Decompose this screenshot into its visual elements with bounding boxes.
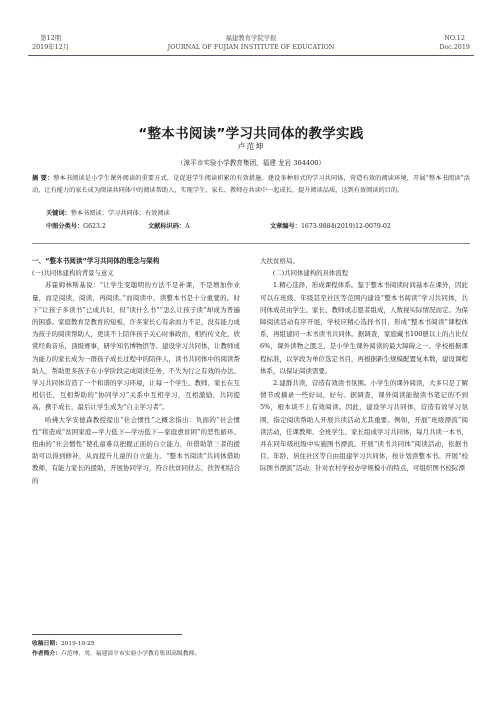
article-number — [270, 222, 391, 232]
articleno-label: 文章编号： — [270, 223, 301, 230]
keywords-label: 关键词： — [46, 210, 71, 217]
left-column — [32, 255, 240, 625]
keywords — [46, 209, 170, 219]
received-value: 2019-10-25 — [61, 641, 95, 647]
received-date — [32, 639, 200, 649]
right-column — [260, 255, 468, 675]
paragraph: 1.精心选择，形成课程体系。鉴于整本书阅读时间基本在课外，因此可以在班级、年级甚至社区等范围内建设“整本书阅读”学习共同体，共同体成员由学生、家长、教师或志愿者组成，人数视实际情况而定。为保障阅读活动有序开展，学校应精心选择书目，形成“整本书阅读”课程体系，再组建同一本书读书共同体。据调查，家庭藏书100册以上的占比仅6%，课外读物之匮乏，是小学生课外阅读的最大障碍之一。学校根据课程标准，以学段为单位选定书目，再根据新生规模配置复本数，建设课程体系，以保证阅读需要。 — [260, 281, 468, 375]
clc-label: 中图分类号： — [46, 223, 84, 230]
journal-name-en: JOURNAL OF FUJIAN INSTITUTE OF EDUCATION — [167, 42, 335, 51]
article-author: 卢范坤 — [237, 142, 265, 151]
subsection-heading-2: (二)共同体建构的具体流程 — [272, 269, 349, 278]
paragraph: 2.建群共读，营造有效读书氛围。小学生的课外阅读，大多只是了解情节或摘录一些好词、好句。据调查，课外阅读能做读书笔记的不到5%，根本谈不上有效阅读。因此，建设学习共同体，营造有效学习氛围，指定阅读帮助人开展共读活动尤其重要。例如，开展“班级漂流”阅读活动，任课教师、全班学生、家长组成学习共同体，每月共读一本书，并在同年级班级中实施图书漂流。开展“读书共同体”阅读活动，依据书目、年龄、居住社区等自由组建学习共同体，按计划读整本书。开展“校际图书漂流”活动，针对农村学校办学规模小的特点，可组织图书校际漂 — [260, 379, 468, 473]
author-bio-label: 作者简介： — [32, 651, 61, 657]
paragraph: 哈佛大学安德森教授提出“社会惯性”之概念指出：负面的“社会惯性”将造成“贫困家庭—学力低下—学历低下—家庭愈贫困”的恶性循环。扭曲的“社会惯性”使孔童难以把握正面的自立能力，但借助第三者的援助可以得到修补，从而提升儿童的自立能力。“整本书阅读”共同体借助教师，有能力家长的援助，开展协同学习，符合扶贫同扶志，扶智相结合的 — [32, 415, 240, 485]
issue-date-en: Dec.2019 — [439, 42, 470, 51]
keywords-text: 整本书阅读；学习共同体；有效阅读 — [70, 210, 170, 217]
header-journal-name — [28, 34, 474, 51]
author-bio-value: 卢范坤，男，福建漳平市实验小学教育集团高级教师。 — [61, 651, 201, 657]
subsection-heading-1: (一)共同体建构的背景与意义 — [32, 269, 114, 278]
abstract-text: 整本书阅读是小学生课外阅读的重要方式，是促进学生阅读积累的有效措施。建设多种形式的学习共同体，营造有效的阅读环境，开展“整本书阅读”活动，让有能力的家长成为阅读共同体中的阅读帮助人，实现学生、家长、教师在共读中一起成长，提升阅读品质，达到有效阅读的目的。 — [32, 175, 470, 194]
clc-value: G623.2 — [83, 223, 106, 230]
paragraph-continuation: 大扶贫格局。 — [260, 257, 299, 265]
journal-name-cn: 福建教育学院学报 — [225, 34, 277, 42]
doccode-value: A — [185, 223, 190, 230]
footnote-rule — [32, 634, 182, 635]
paragraph: 苏霍姆林斯基说：“让学生变聪明的方法不是补课，不是增加作业量，而是阅读，阅读，再阅读。”而阅读中，读整本书是十分重要的。时下“让孩子多读书”已成共识，但“读什么书”“怎么让孩子读”却成为普遍的困惑。家庭教育是教育的短板，许多家长心有余而力不足，没有能力成为孩子的阅读帮助人，更谈不上陪伴孩子关心时事政治，相约传文化，欣赏经典音乐，顶级赛事，研学知名博物馆等。建设学习共同体，让教师成为能力的家长成为一群孩子成长过程中的陪伴人，读书共同体中的阅读帮助人，帮助更多孩子在小学阶段完成阅读任务，不失为行之有效的办法。学习共同体营造了一个和谐的学习环境，让每一个学生、教师、家长在互相信任，互相帮助的“协同学习”关系中互相学习，互相激励，共同提高，携手成长，最后让学生成为“自主学习者”。 — [32, 281, 240, 412]
header-rule — [28, 55, 474, 56]
abstract — [32, 173, 470, 196]
section-rule — [32, 243, 470, 244]
doccode-label: 文献标识码： — [148, 223, 186, 230]
received-label: 收稿日期： — [32, 641, 61, 647]
classification-line — [46, 222, 470, 232]
abstract-label: 摘 要： — [32, 175, 54, 182]
clc-code — [46, 222, 106, 232]
footnote — [32, 639, 200, 659]
author-bio — [32, 649, 200, 659]
articleno-value: 1673-9884(2019)12-0079-02 — [300, 223, 391, 230]
header-no — [439, 34, 470, 51]
document-code — [148, 222, 190, 232]
issue-no: NO.12 — [444, 34, 465, 42]
issue-date: 2019年12月 — [32, 42, 70, 51]
issue-number: 第12期 — [40, 34, 62, 42]
journal-header — [28, 34, 474, 60]
section-heading-1: 一、“整本书阅读”学习共同体的理念与架构 — [32, 257, 160, 265]
author-affiliation: （漳平市实验小学教育集团，福建 龙岩 364400） — [176, 159, 326, 167]
article-title: “整本书阅读”学习共同体的教学实践 — [138, 126, 364, 142]
